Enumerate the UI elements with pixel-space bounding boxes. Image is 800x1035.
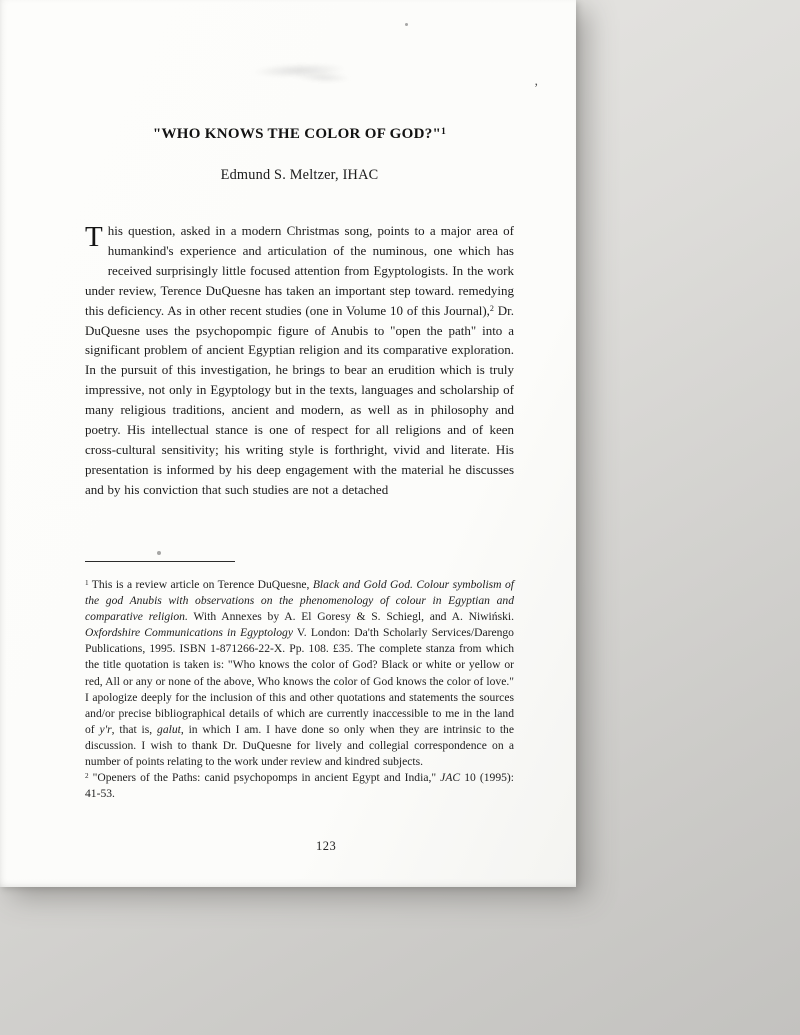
title-footnote-ref: 1: [441, 126, 447, 137]
author-line: Edmund S. Meltzer, IHAC: [220, 167, 379, 183]
footnote-2-journal-title: JAC: [440, 771, 461, 785]
footnote-1-text: , that is,: [111, 722, 158, 736]
footnote-1-series-title: Oxfordshire Communications in Egyptology: [85, 626, 293, 640]
footnote-2: [85, 770, 514, 802]
footnote-separator: [85, 561, 235, 562]
body-text-part: Dr. DuQuesne uses the psychopompic figure of Anubis to "open the path" into a significant problem of ancient Egyptian religion and its comparative exploration. In the pursuit of this investigation, he brings to bear an erudition which is truly impressive, not only in Egyptology but in the texts, languages and scholarship of many religious traditions, ancient and modern, as well as in philosophy and poetry. His intellectual stance is one of respect for all religions and of keen cross-cultural sensitivity; his writing style is forthright, vivid and literate. His presentation is informed by his deep engagement with the material he discusses and by his conviction that such studies are not a detached: [85, 302, 514, 497]
footnote-1-text: With Annexes by A. El Goresy & S. Schiegl, and A. Niwiński.: [187, 610, 514, 624]
scan-speck: [157, 551, 161, 555]
article-title: [85, 126, 514, 143]
article-title-text: "WHO KNOWS THE COLOR OF GOD?": [152, 126, 442, 142]
footnote-2-marker: 2: [85, 771, 89, 780]
footnote-1-marker: 1: [85, 578, 89, 587]
footnote-2-text: 10 (1995): 41-53.: [85, 771, 514, 801]
scan-smudge: [252, 62, 347, 78]
footnote-1-text: V. London: Da'th Scholarly Services/Darengo Publications, 1995. ISBN 1-871266-22-X. Pp. 108. £35. The complete stanza from which the title quotation is taken is: "Who knows the color of God? Black or white or yellow or red, All or any or none of the above, Who knows the color of God knows the color of love." I apologize deeply for the inclusion of this and other quotations and statements the sources and/or precise bibliographical details of which are currently inaccessible to me in the land of: [85, 626, 514, 736]
footnote-2-text: "Openers of the Paths: canid psychopomps in ancient Egypt and India,": [88, 771, 441, 785]
footnote-1-book-title: Black and Gold God. Colour symbolism of the god Anubis with observations on the phenomenology of colour in Egyptian and comparative religion.: [85, 578, 514, 624]
footnote-1-text: , in which I am. I have done so only when they are intrinsic to the discussion. I wish to thank Dr. DuQuesne for lively and collegial correspondence on a number of points relating to the work under review and kindred subjects.: [85, 722, 514, 769]
body-paragraph: [85, 221, 514, 500]
drop-cap: T: [85, 221, 103, 253]
scan-smudge: [296, 72, 351, 83]
scan-speck: [405, 23, 408, 26]
footnote-1-text: This is a review article on Terence DuQuesne,: [88, 578, 313, 591]
body-text-part: his question, asked in a modern Christmas song, points to a major area of humankind's experience and articulation of the numinous, one which has received surprisingly little focused attention from Egyptologists. In the work under review, Terence DuQuesne has taken an important step toward. remedying this deficiency. As in other recent studies (one in Volume 10 of this Journal),: [85, 223, 514, 318]
footnote-1-term: galut: [157, 722, 181, 736]
footnote-1-term: y'r: [99, 722, 112, 736]
page-number: 123: [316, 839, 337, 853]
footnotes-block: [85, 577, 514, 802]
footnote-1: [85, 577, 514, 770]
footnote-ref-2: 2: [489, 304, 494, 313]
scan-stray-mark: ’: [534, 80, 539, 95]
